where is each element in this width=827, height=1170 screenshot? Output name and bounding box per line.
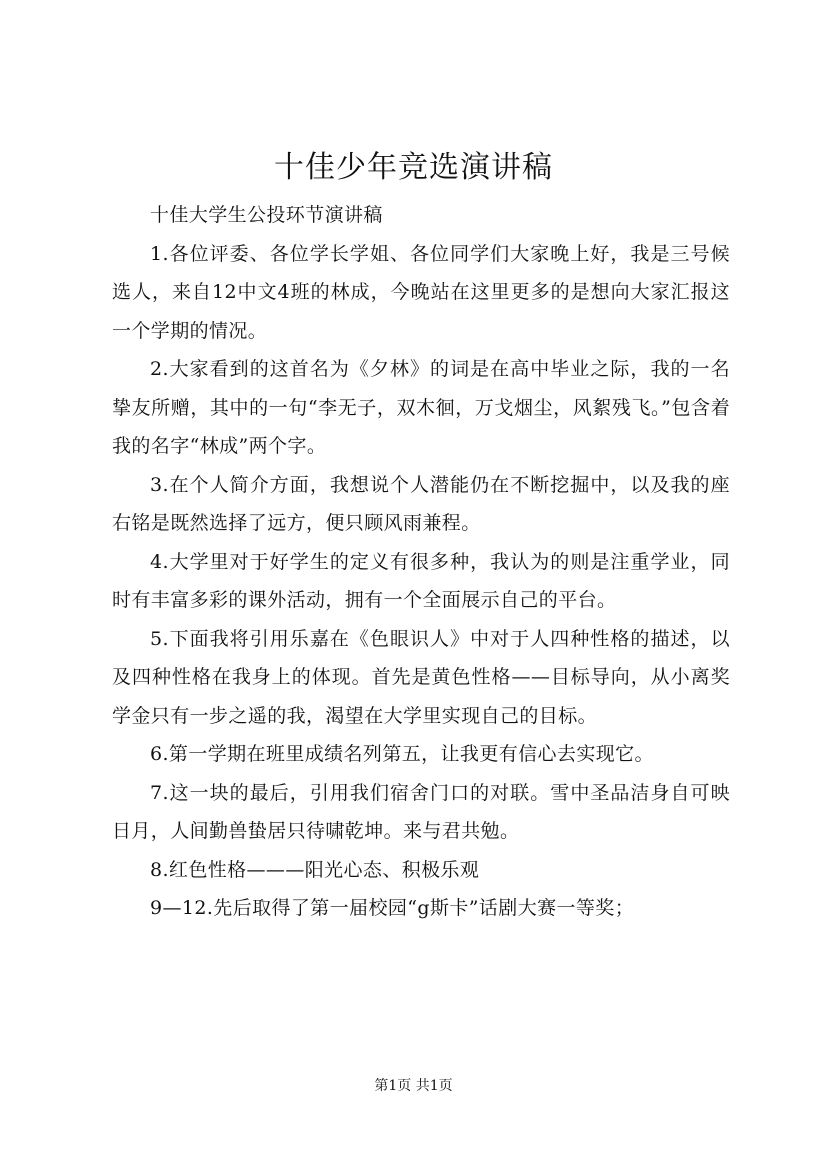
paragraph-3: 3.在个人简介方面，我想说个人潜能仍在不断挖掘中，以及我的座右铭是既然选择了远方，便只顾风雨兼程。 [112, 473, 730, 534]
page-footer: 第1页 共1页 [374, 1078, 453, 1094]
paragraph-9: 9—12.先后取得了第一届校园“g斯卡”话剧大赛一等奖； [150, 897, 635, 919]
paragraph-2: 2.大家看到的这首名为《夕林》的词是在高中毕业之际，我的一名挚友所赠，其中的一句“李无子，双木徊，万戈烟尘，风絮残飞。”包含着我的名字“林成”两个字。 [112, 358, 730, 457]
paragraph-1: 1.各位评委、各位学长学姐、各位同学们大家晚上好，我是三号候选人，来自12中文4班的林成，今晚站在这里更多的是想向大家汇报这一个学期的情况。 [112, 242, 730, 342]
paragraph-subtitle: 十佳大学生公投环节演讲稿 [150, 204, 383, 226]
paragraph-4: 4.大学里对于好学生的定义有很多种，我认为的则是注重学业，同时有丰富多彩的课外活动，拥有一个全面展示自己的平台。 [112, 550, 730, 611]
paragraph-5: 5.下面我将引用乐嘉在《色眼识人》中对于人四种性格的描述，以及四种性格在我身上的体现。首先是黄色性格——目标导向，从小离奖学金只有一步之遥的我，渴望在大学里实现自己的目标。 [112, 627, 730, 727]
paragraph-8: 8.红色性格———阳光心态、积极乐观 [150, 858, 480, 881]
paragraph-7: 7.这一块的最后，引用我们宿舍门口的对联。雪中圣品洁身自可映日月，人间勤兽蛰居只待啸乾坤。来与君共勉。 [112, 781, 730, 842]
document-title: 十佳少年竞选演讲稿 [274, 150, 553, 185]
document-body [112, 196, 730, 928]
paragraph-6: 6.第一学期在班里成绩名列第五，让我更有信心去实现它。 [150, 743, 654, 765]
